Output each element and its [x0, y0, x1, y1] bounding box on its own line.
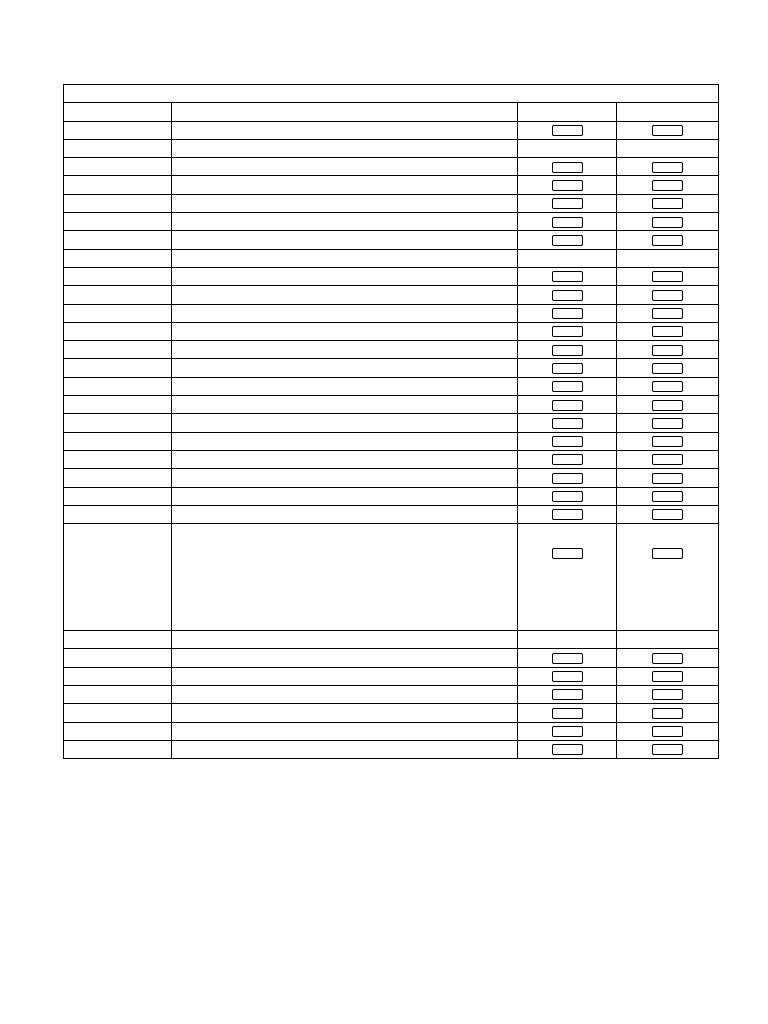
item-label	[172, 487, 518, 505]
item-number	[64, 267, 172, 285]
item-number	[64, 414, 172, 432]
filled-checkbox[interactable]	[552, 726, 583, 737]
no-checkbox[interactable]	[652, 418, 683, 429]
yes-checkbox-cell	[518, 176, 617, 194]
no-checkbox[interactable]	[652, 345, 683, 356]
yes-checkbox-cell	[518, 304, 617, 322]
no-checkbox-cell	[617, 414, 719, 432]
esi-row	[64, 524, 719, 631]
item-number	[64, 359, 172, 377]
no-checkbox[interactable]	[652, 491, 683, 502]
yes-checkbox-cell	[518, 414, 617, 432]
no-checkbox[interactable]	[652, 400, 683, 411]
yes-checkbox[interactable]	[552, 509, 583, 520]
item-label	[172, 359, 518, 377]
item-number	[64, 686, 172, 704]
no-checkbox-cell	[617, 487, 719, 505]
joining-header-row	[64, 631, 719, 649]
yes-checkbox-cell	[518, 121, 617, 139]
no-checkbox[interactable]	[652, 198, 683, 209]
checklist-table	[63, 84, 719, 759]
no-checkbox[interactable]	[652, 473, 683, 484]
no-checkbox[interactable]	[652, 381, 683, 392]
table-row	[64, 649, 719, 667]
no-checkbox-cell	[617, 213, 719, 231]
item-label	[172, 341, 518, 359]
table-row	[64, 469, 719, 487]
item-number	[64, 322, 172, 340]
signed-checkbox-cell	[617, 740, 719, 758]
filled-checkbox-cell	[518, 740, 617, 758]
header-sl-no	[64, 103, 172, 121]
no-checkbox-cell	[617, 121, 719, 139]
signed-checkbox[interactable]	[652, 726, 683, 737]
table-row	[64, 704, 719, 722]
item-number	[64, 341, 172, 359]
item-number	[64, 231, 172, 249]
table-row	[64, 121, 719, 139]
filled-checkbox[interactable]	[552, 689, 583, 700]
header-no	[617, 103, 719, 121]
table-row	[64, 304, 719, 322]
filled-checkbox-cell	[518, 667, 617, 685]
item-label	[172, 213, 518, 231]
yes-checkbox-cell	[518, 194, 617, 212]
item-number	[64, 194, 172, 212]
no-checkbox-cell	[617, 341, 719, 359]
table-row	[64, 341, 719, 359]
signed-checkbox-cell	[617, 686, 719, 704]
table-row	[64, 740, 719, 758]
signed-checkbox[interactable]	[652, 671, 683, 682]
item-label	[172, 231, 518, 249]
yes-checkbox-cell	[518, 359, 617, 377]
yes-checkbox[interactable]	[552, 180, 583, 191]
no-checkbox-cell	[617, 505, 719, 523]
no-checkbox-cell	[617, 396, 719, 414]
no-checkbox-cell	[617, 322, 719, 340]
no-checkbox-cell	[617, 158, 719, 176]
item-label	[172, 121, 518, 139]
filled-checkbox-cell	[518, 704, 617, 722]
no-checkbox[interactable]	[652, 308, 683, 319]
no-checkbox-cell	[617, 524, 719, 631]
item-number	[64, 396, 172, 414]
yes-checkbox[interactable]	[552, 290, 583, 301]
header-yes	[518, 103, 617, 121]
table-row	[64, 213, 719, 231]
item-label	[172, 505, 518, 523]
no-checkbox[interactable]	[652, 326, 683, 337]
item-number	[64, 667, 172, 685]
item-label	[172, 158, 518, 176]
yes-checkbox[interactable]	[552, 162, 583, 173]
yes-checkbox-cell	[518, 341, 617, 359]
item-label	[172, 377, 518, 395]
signed-checkbox[interactable]	[652, 708, 683, 719]
no-checkbox-cell	[617, 231, 719, 249]
yes-checkbox[interactable]	[552, 363, 583, 374]
table-row	[64, 176, 719, 194]
yes-checkbox[interactable]	[552, 418, 583, 429]
yes-checkbox[interactable]	[552, 548, 583, 559]
filled-checkbox-cell	[518, 649, 617, 667]
yes-checkbox[interactable]	[552, 125, 583, 136]
no-checkbox-cell	[617, 267, 719, 285]
checklist-title-row	[64, 85, 719, 103]
no-checkbox-cell	[617, 176, 719, 194]
item-label	[172, 304, 518, 322]
no-checkbox-cell	[617, 450, 719, 468]
item-number	[64, 121, 172, 139]
yes-checkbox[interactable]	[552, 308, 583, 319]
yes-checkbox[interactable]	[552, 198, 583, 209]
signed-checkbox-cell	[617, 649, 719, 667]
filled-checkbox-cell	[518, 686, 617, 704]
item-label	[172, 267, 518, 285]
no-checkbox[interactable]	[652, 125, 683, 136]
no-checkbox-cell	[617, 432, 719, 450]
yes-checkbox-cell	[518, 286, 617, 304]
item-label	[172, 686, 518, 704]
item-number	[64, 487, 172, 505]
filled-checkbox[interactable]	[552, 671, 583, 682]
item-label	[172, 450, 518, 468]
table-row	[64, 396, 719, 414]
item-label	[172, 286, 518, 304]
item-number	[64, 631, 172, 649]
yes-checkbox-cell	[518, 505, 617, 523]
filled-checkbox[interactable]	[552, 708, 583, 719]
table-row	[64, 414, 719, 432]
item-number	[64, 304, 172, 322]
item-number	[64, 469, 172, 487]
item-number	[64, 176, 172, 194]
yes-checkbox-cell	[518, 396, 617, 414]
yes-checkbox-cell	[518, 469, 617, 487]
no-checkbox[interactable]	[652, 509, 683, 520]
empty-cell	[617, 249, 719, 267]
table-row	[64, 267, 719, 285]
item-number	[64, 722, 172, 740]
table-row	[64, 686, 719, 704]
item-label	[172, 194, 518, 212]
item-number	[64, 158, 172, 176]
item-label	[172, 139, 518, 157]
header-particulars	[172, 103, 518, 121]
no-checkbox[interactable]	[652, 454, 683, 465]
yes-checkbox-cell	[518, 524, 617, 631]
signed-checkbox-cell	[617, 722, 719, 740]
yes-checkbox-cell	[518, 377, 617, 395]
table-row	[64, 377, 719, 395]
item-label	[172, 414, 518, 432]
signed-checkbox[interactable]	[652, 744, 683, 755]
table-row	[64, 505, 719, 523]
item-number	[64, 249, 172, 267]
no-checkbox[interactable]	[652, 217, 683, 228]
no-checkbox[interactable]	[652, 548, 683, 559]
yes-checkbox-cell	[518, 450, 617, 468]
no-checkbox[interactable]	[652, 363, 683, 374]
yes-checkbox[interactable]	[552, 436, 583, 447]
yes-checkbox[interactable]	[552, 326, 583, 337]
item-number	[64, 649, 172, 667]
no-checkbox-cell	[617, 194, 719, 212]
item-label	[172, 396, 518, 414]
item-label	[172, 740, 518, 758]
yes-checkbox[interactable]	[552, 345, 583, 356]
signed-checkbox[interactable]	[652, 653, 683, 664]
signed-checkbox-cell	[617, 704, 719, 722]
no-checkbox[interactable]	[652, 290, 683, 301]
table-row	[64, 359, 719, 377]
item-label	[172, 176, 518, 194]
item-number	[64, 139, 172, 157]
table-row	[64, 139, 719, 157]
item-number	[64, 377, 172, 395]
yes-checkbox[interactable]	[552, 400, 583, 411]
header-filled	[518, 631, 617, 649]
yes-checkbox[interactable]	[552, 473, 583, 484]
item-number	[64, 505, 172, 523]
item-number	[64, 450, 172, 468]
no-checkbox[interactable]	[652, 162, 683, 173]
item-label	[172, 249, 518, 267]
table-row	[64, 322, 719, 340]
filled-checkbox-cell	[518, 722, 617, 740]
table-row	[64, 286, 719, 304]
yes-checkbox-cell	[518, 267, 617, 285]
header-row	[64, 103, 719, 121]
item-number	[64, 213, 172, 231]
item-label	[172, 649, 518, 667]
yes-checkbox-cell	[518, 487, 617, 505]
table-row	[64, 667, 719, 685]
signed-checkbox-cell	[617, 667, 719, 685]
table-row	[64, 722, 719, 740]
yes-checkbox[interactable]	[552, 235, 583, 246]
yes-checkbox-cell	[518, 432, 617, 450]
item-label	[172, 722, 518, 740]
checklist-title	[64, 85, 719, 103]
item-number	[64, 704, 172, 722]
yes-checkbox[interactable]	[552, 381, 583, 392]
item-label	[172, 469, 518, 487]
no-checkbox-cell	[617, 469, 719, 487]
yes-checkbox[interactable]	[552, 454, 583, 465]
item-number	[64, 524, 172, 631]
no-checkbox-cell	[617, 377, 719, 395]
item-label	[172, 322, 518, 340]
item-label	[172, 432, 518, 450]
yes-checkbox-cell	[518, 213, 617, 231]
yes-checkbox-cell	[518, 322, 617, 340]
table-row	[64, 158, 719, 176]
item-number	[64, 740, 172, 758]
header-signed	[617, 631, 719, 649]
yes-checkbox[interactable]	[552, 217, 583, 228]
item-label	[172, 704, 518, 722]
empty-cell	[617, 139, 719, 157]
filled-checkbox[interactable]	[552, 744, 583, 755]
item-number	[64, 432, 172, 450]
joining-label	[172, 631, 518, 649]
esi-details	[172, 524, 518, 631]
yes-checkbox-cell	[518, 231, 617, 249]
checklist-body	[64, 85, 719, 759]
empty-cell	[518, 249, 617, 267]
no-checkbox[interactable]	[652, 436, 683, 447]
yes-checkbox[interactable]	[552, 271, 583, 282]
yes-checkbox[interactable]	[552, 491, 583, 502]
table-row	[64, 194, 719, 212]
no-checkbox-cell	[617, 359, 719, 377]
no-checkbox[interactable]	[652, 271, 683, 282]
yes-checkbox-cell	[518, 158, 617, 176]
table-row	[64, 432, 719, 450]
table-row	[64, 249, 719, 267]
no-checkbox-cell	[617, 304, 719, 322]
no-checkbox[interactable]	[652, 235, 683, 246]
filled-checkbox[interactable]	[552, 653, 583, 664]
table-row	[64, 487, 719, 505]
empty-cell	[518, 139, 617, 157]
table-row	[64, 450, 719, 468]
no-checkbox[interactable]	[652, 180, 683, 191]
item-number	[64, 286, 172, 304]
item-label	[172, 667, 518, 685]
signed-checkbox[interactable]	[652, 689, 683, 700]
table-row	[64, 231, 719, 249]
no-checkbox-cell	[617, 286, 719, 304]
